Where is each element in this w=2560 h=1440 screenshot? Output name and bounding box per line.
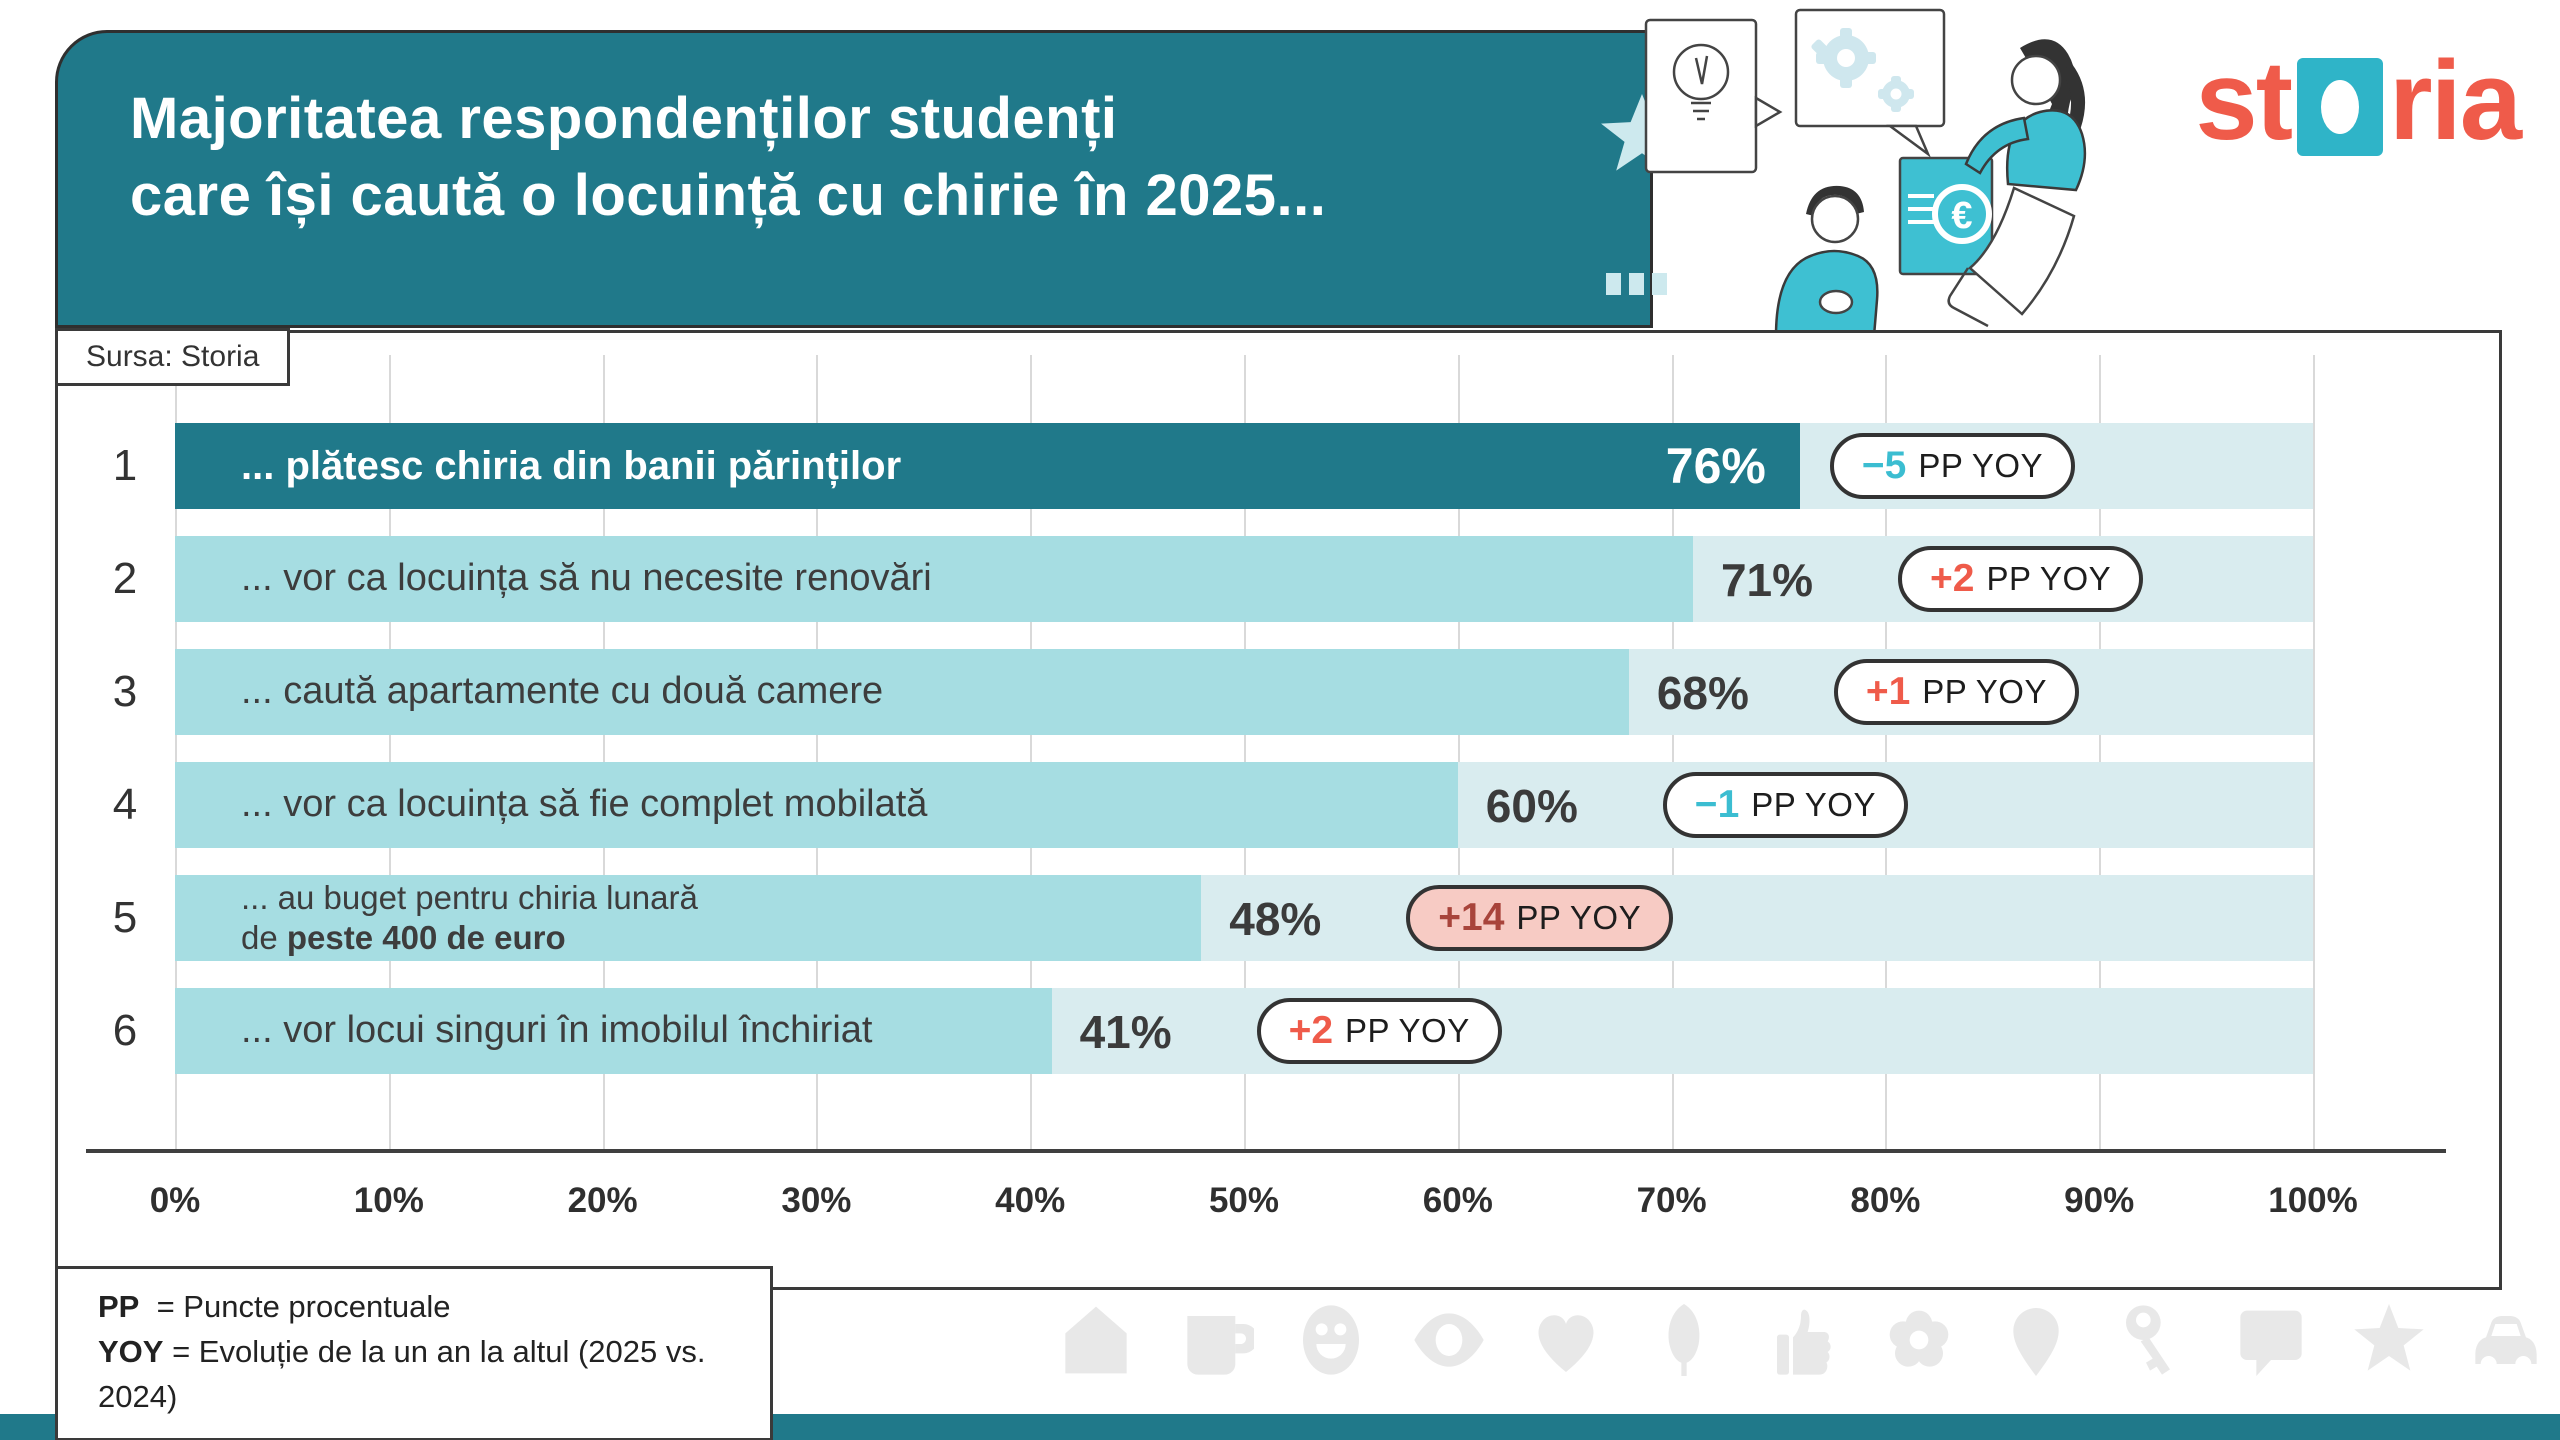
bar-row-4 (112, 762, 2313, 848)
x-tick-label: 50% (1208, 1181, 1280, 1220)
bar (175, 649, 1629, 735)
x-tick-label: 0% (149, 1181, 201, 1220)
x-tick-label: 20% (567, 1181, 638, 1220)
euro-document-icon (1900, 158, 1992, 274)
gridline (2313, 355, 2315, 1151)
bar-label: ... vor ca locuința să nu necesite renovări (241, 557, 932, 600)
bar-value: 76% (1665, 438, 1766, 494)
bar (175, 423, 1800, 509)
bar-value: 48% (1229, 893, 1322, 945)
bar-label: ... au buget pentru chiria lunară de peste 400 de euro (241, 879, 698, 956)
pin-icon (1996, 1300, 2076, 1380)
x-tick-label: 80% (1850, 1181, 1921, 1220)
bar-label: ... plătesc chiria din banii părinților (241, 444, 902, 488)
smiley-icon (1291, 1300, 1371, 1380)
people-illustration (1628, 6, 2133, 336)
tree-icon (1644, 1300, 1724, 1380)
page-title (130, 81, 1326, 234)
row-rank: 1 (112, 441, 138, 490)
heart-icon (1526, 1300, 1606, 1380)
logo-text-ria: ria (2389, 38, 2520, 163)
row-rank: 2 (112, 554, 138, 603)
footer-icon-strip (1056, 1300, 2546, 1380)
yoy-badge: +2 PP YOY (1257, 998, 1502, 1064)
bar-row-1 (112, 423, 2313, 509)
source-label: Sursa: Storia (55, 328, 290, 386)
bar-row-5 (112, 875, 2313, 961)
bar-label: ... vor ca locuința să fie complet mobilată (241, 783, 928, 826)
row-rank: 5 (112, 893, 138, 942)
title-line-1: Majoritatea respondenților studenți (130, 86, 1118, 151)
car-icon (2466, 1300, 2546, 1380)
yoy-badge: +2 PP YOY (1898, 546, 2143, 612)
legend-line-pp: PP = Puncte procentuale (98, 1289, 451, 1324)
thumbs-up-icon (1761, 1300, 1841, 1380)
mug-icon (1174, 1300, 1254, 1380)
yoy-badge: +1 PP YOY (1834, 659, 2079, 725)
row-rank: 3 (112, 667, 138, 716)
x-tick-label: 10% (353, 1181, 424, 1220)
bar (175, 988, 1052, 1074)
storia-logo (2195, 36, 2520, 165)
x-tick-label: 70% (1636, 1181, 1707, 1220)
x-tick-label: 100% (2268, 1181, 2358, 1220)
house-icon (1056, 1300, 1136, 1380)
euro-symbol: € (1951, 195, 1973, 237)
x-tick-label: 40% (995, 1181, 1066, 1220)
bar-row-2 (112, 536, 2313, 622)
yoy-badge: −5 PP YOY (1830, 433, 2075, 499)
x-axis-line (86, 1149, 2446, 1153)
bar-value: 68% (1656, 667, 1749, 719)
row-rank: 6 (112, 1006, 138, 1055)
legend-box (55, 1266, 773, 1440)
legend-line-yoy: YOY = Evoluție de la un an la altul (2025 vs. 2024) (98, 1333, 706, 1414)
flower-icon (1879, 1300, 1959, 1380)
x-tick-label: 30% (781, 1181, 852, 1220)
yoy-badge: +14 PP YOY (1406, 885, 1673, 951)
bar-value: 60% (1485, 780, 1578, 832)
eye-icon (1409, 1300, 1489, 1380)
bar (175, 762, 1458, 848)
bar-row-3 (112, 649, 2313, 735)
title-line-2: care își caută o locuință cu chirie în 2025... (130, 162, 1327, 228)
logo-text-st: st (2195, 38, 2291, 163)
logo-o-square-icon (2297, 58, 2383, 156)
bar (175, 536, 1693, 622)
row-rank: 4 (112, 780, 138, 829)
bar-row-6 (112, 988, 2313, 1074)
bar (175, 875, 1201, 961)
bar-value: 71% (1720, 554, 1814, 606)
star-icon (2349, 1300, 2429, 1380)
bar-value: 41% (1079, 1006, 1172, 1058)
bar-label: ... vor locui singuri în imobilul închiriat (241, 1009, 873, 1052)
yoy-badge: −1 PP YOY (1663, 772, 1908, 838)
bar-chart (55, 330, 2502, 1290)
key-icon (2114, 1300, 2194, 1380)
header-banner (55, 30, 1653, 328)
chat-icon (2231, 1300, 2311, 1380)
bar-label: ... caută apartamente cu două camere (241, 670, 884, 713)
x-tick-label: 90% (2064, 1181, 2135, 1220)
x-tick-label: 60% (1422, 1181, 1493, 1220)
